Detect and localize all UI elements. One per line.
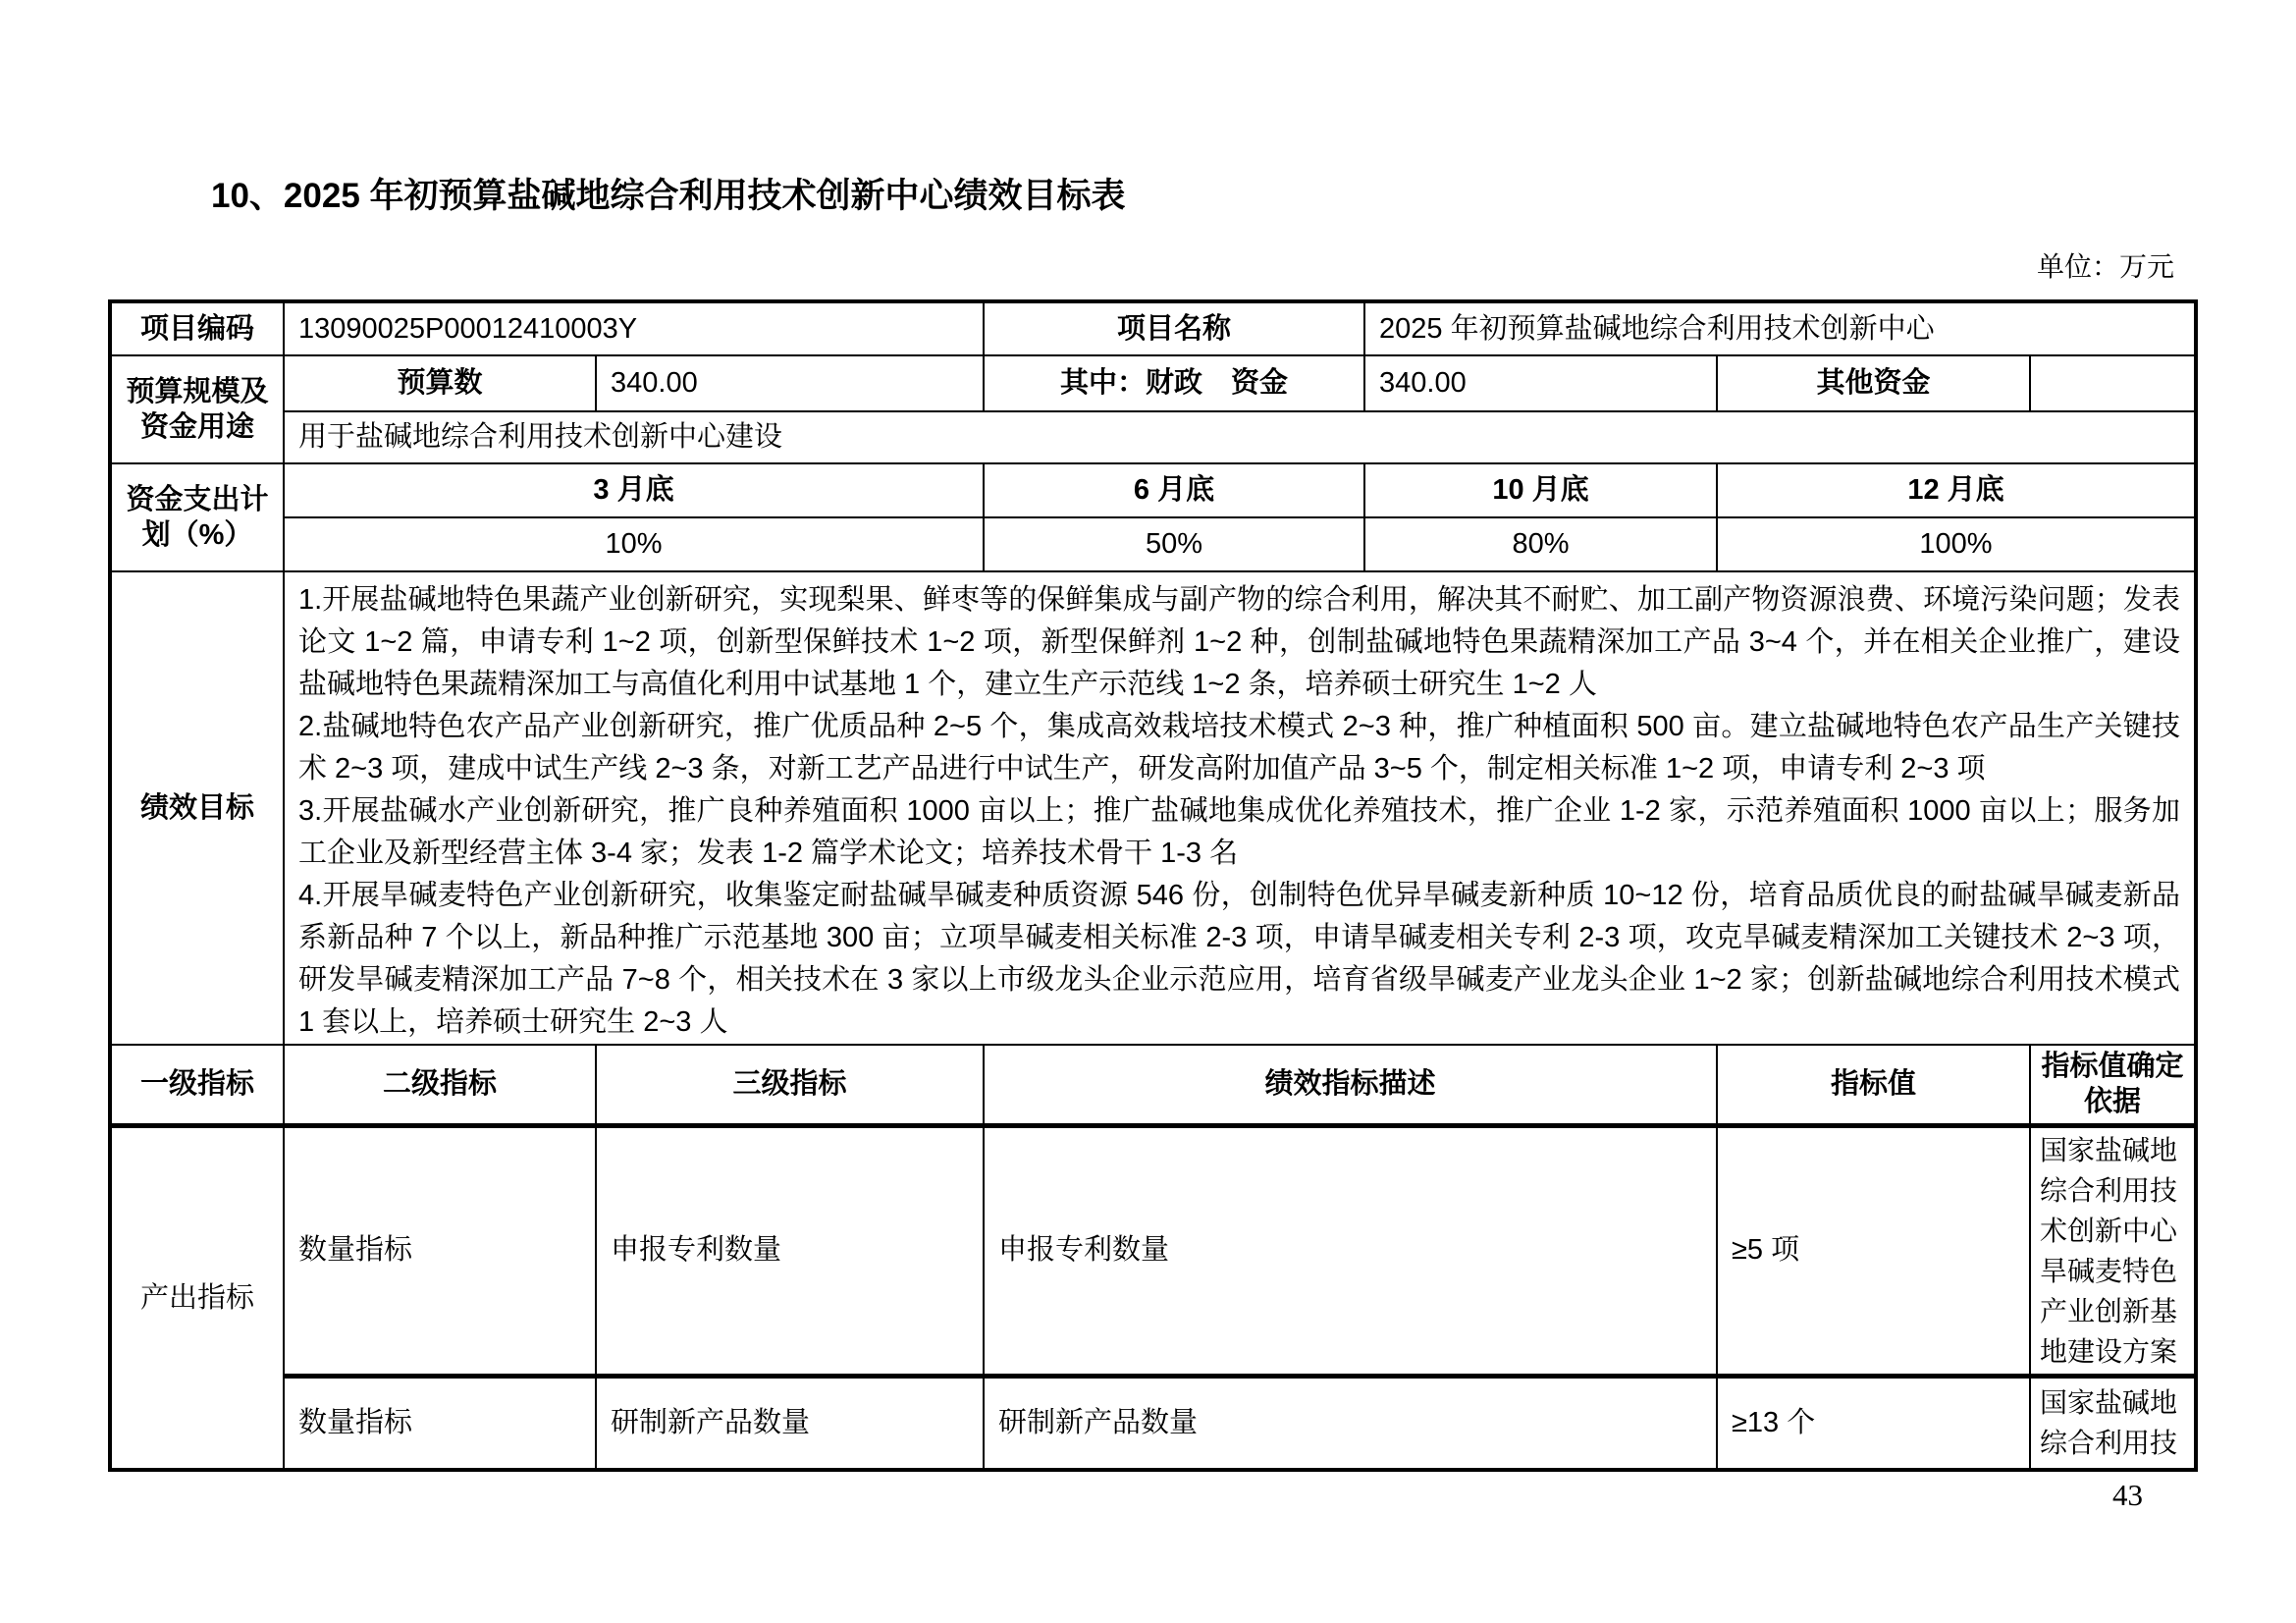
header-basis: 指标值确定依据 xyxy=(2030,1045,2196,1125)
spending-plan-label: 资金支出计划（%） xyxy=(110,463,284,571)
goal-paragraph-4: 4.开展旱碱麦特色产业创新研究，收集鉴定耐盐碱旱碱麦种质资源 546 份，创制特色优异旱碱麦新种质 10~12 份，培育品质优良的耐盐碱旱碱麦新品系新品种 7 个以上，新品种推广示范基地 300 亩；立项旱碱麦相关标准 2-3 项，申请旱碱麦相关专利 2-3 项，攻克旱碱麦精深加工关键技术 2~3 项，研发旱碱麦精深加工产品 7~8 个，相关技术在 3 家以上市级龙头企业示范应用，培育省级旱碱麦产业龙头企业 1~2 家；创新盐碱地综合利用技术模式 1 套以上，培养硕士研究生 2~3 人 xyxy=(298,880,2181,1038)
row2-level3: 研制新产品数量 xyxy=(596,1376,984,1470)
page-title: 10、2025 年初预算盐碱地综合利用技术创新中心绩效目标表 xyxy=(211,177,1126,215)
row1-description: 申报专利数量 xyxy=(984,1125,1717,1376)
row2-basis: 国家盐碱地综合利用技 xyxy=(2030,1376,2196,1470)
row-spending-percents xyxy=(110,517,2196,571)
page-number: 43 xyxy=(2112,1478,2143,1512)
header-level1: 一级指标 xyxy=(110,1045,284,1125)
period-october: 10 月底 xyxy=(1364,463,1717,517)
indicator-row-1 xyxy=(110,1125,2196,1376)
fiscal-funds-label: 其中：财政 资金 xyxy=(984,355,1364,411)
row-spending-periods xyxy=(110,463,2196,517)
row-usage xyxy=(110,411,2196,463)
goal-paragraph-3: 3.开展盐碱水产业创新研究，推广良种养殖面积 1000 亩以上；推广盐碱地集成优化养殖技术，推广企业 1-2 家，示范养殖面积 1000 亩以上；服务加工企业及新型经营主体 3-4 家；发表 1-2 篇学术论文；培养技术骨干 1-3 名 xyxy=(298,795,2181,869)
row-indicator-headers xyxy=(110,1045,2196,1125)
row-budget xyxy=(110,355,2196,411)
percent-december: 100% xyxy=(1717,517,2196,571)
row2-description: 研制新产品数量 xyxy=(984,1376,1717,1470)
percent-october: 80% xyxy=(1364,517,1717,571)
other-funds-label: 其他资金 xyxy=(1717,355,2030,411)
goal-paragraph-1: 1.开展盐碱地特色果蔬产业创新研究，实现梨果、鲜枣等的保鲜集成与副产物的综合利用，解决其不耐贮、加工副产物资源浪费、环境污染问题；发表论文 1~2 篇，申请专利 1~2 项，创新型保鲜技术 1~2 项，新型保鲜剂 1~2 种，创制盐碱地特色果蔬精深加工产品 3~4 个，并在相关企业推广，建设盐碱地特色果蔬精深加工与高值化利用中试基地 1 个，建立生产示范线 1~2 条，培养硕士研究生 1~2 人 xyxy=(298,584,2181,700)
row1-level2: 数量指标 xyxy=(284,1125,596,1376)
row-performance-goal xyxy=(110,571,2196,1045)
header-level2: 二级指标 xyxy=(284,1045,596,1125)
project-name-value: 2025 年初预算盐碱地综合利用技术创新中心 xyxy=(1364,301,2196,355)
goal-paragraph-2: 2.盐碱地特色农产品产业创新研究，推广优质品种 2~5 个，集成高效栽培技术模式 2~3 种，推广种植面积 500 亩。建立盐碱地特色农产品生产关键技术 2~3 项，建成中试生产线 2~3 条，对新工艺产品进行中试生产，研发高附加值产品 3~5 个，制定相关标准 1~2 项，申请专利 2~3 项 xyxy=(298,711,2181,784)
indicator-group-label: 产出指标 xyxy=(110,1125,284,1470)
header-level3: 三级指标 xyxy=(596,1045,984,1125)
other-funds-value xyxy=(2030,355,2196,411)
funds-usage-value: 用于盐碱地综合利用技术创新中心建设 xyxy=(284,411,2196,463)
header-value: 指标值 xyxy=(1717,1045,2030,1125)
row1-value: ≥5 项 xyxy=(1717,1125,2030,1376)
indicator-row-2 xyxy=(110,1376,2196,1470)
row2-value: ≥13 个 xyxy=(1717,1376,2030,1470)
percent-march: 10% xyxy=(284,517,984,571)
row-project xyxy=(110,301,2196,355)
row2-level2: 数量指标 xyxy=(284,1376,596,1470)
period-march: 3 月底 xyxy=(284,463,984,517)
header-description: 绩效指标描述 xyxy=(984,1045,1717,1125)
period-december: 12 月底 xyxy=(1717,463,2196,517)
performance-target-table xyxy=(108,299,2198,1472)
unit-note: 单位：万元 xyxy=(2036,251,2174,282)
fiscal-funds-value: 340.00 xyxy=(1364,355,1717,411)
budget-section-label: 预算规模及资金用途 xyxy=(110,355,284,463)
row1-basis: 国家盐碱地综合利用技术创新中心旱碱麦特色产业创新基地建设方案 xyxy=(2030,1125,2196,1376)
budget-amount-value: 340.00 xyxy=(596,355,984,411)
row1-level3: 申报专利数量 xyxy=(596,1125,984,1376)
period-june: 6 月底 xyxy=(984,463,1364,517)
performance-goal-label: 绩效目标 xyxy=(110,571,284,1045)
budget-amount-label: 预算数 xyxy=(284,355,596,411)
performance-goal-content xyxy=(284,571,2196,1045)
project-name-label: 项目名称 xyxy=(984,301,1364,355)
project-code-label: 项目编码 xyxy=(110,301,284,355)
percent-june: 50% xyxy=(984,517,1364,571)
project-code-value: 13090025P00012410003Y xyxy=(284,301,984,355)
